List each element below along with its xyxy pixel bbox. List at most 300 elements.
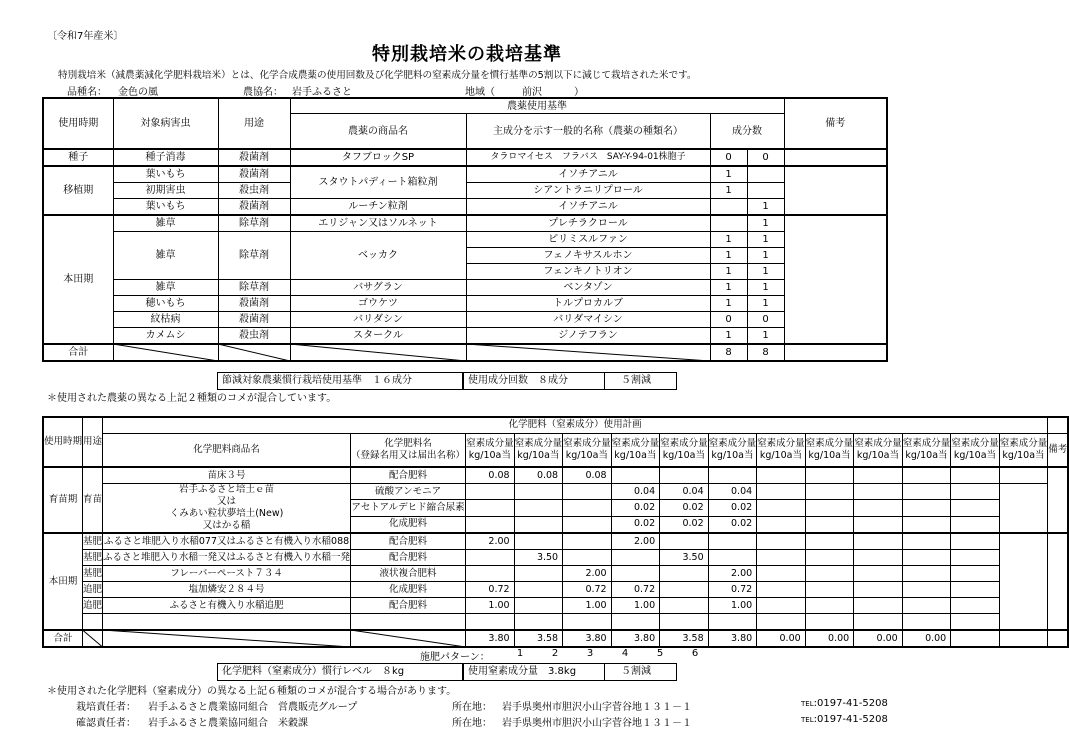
address-label: 所在地： — [452, 718, 492, 729]
nitrogen-value — [757, 500, 806, 516]
nitrogen-value — [951, 614, 1000, 631]
nitrogen-value — [563, 614, 612, 631]
nitrogen-value — [466, 614, 515, 631]
ingredient-cell: フェノキサスルホン — [466, 248, 710, 264]
pesticide-table — [42, 97, 888, 362]
f-col-product: 化学肥料商品名 — [103, 433, 351, 467]
pattern-number: 6 — [691, 648, 699, 659]
nitrogen-value — [951, 533, 1000, 550]
nitrogen-value — [514, 614, 563, 631]
ingredient-cell: プレチラクロール — [466, 215, 710, 232]
ingredient-cell: トルプロカルブ — [466, 296, 710, 312]
f-product-cell: フレーバーペースト７３４ — [103, 566, 351, 582]
notes-cell — [784, 215, 887, 344]
nitro-header — [805, 433, 854, 467]
nitrogen-value — [951, 516, 1000, 533]
nitrogen-value — [805, 516, 854, 533]
nitrogen-value: 0.04 — [611, 484, 660, 500]
table-row — [43, 614, 1068, 631]
table-row — [43, 199, 887, 216]
pesticide-reduction: ５割減 — [621, 375, 651, 386]
ingredient-cell: イソチアニル — [466, 199, 710, 216]
target-cell: 葉いもち — [113, 166, 218, 183]
fertilizer-reduction: ５割減 — [621, 666, 651, 677]
count-cell — [710, 199, 747, 216]
f-name-cell — [351, 614, 466, 631]
f-product-line: くみあい粒状夢培土(New) — [169, 508, 284, 519]
nitro-header-2: kg/10a当 — [759, 449, 802, 461]
f-name-cell: アセトアルデヒド縮合尿素 — [351, 500, 466, 516]
nitrogen-value — [951, 500, 1000, 516]
f-use-cell — [83, 614, 103, 631]
nitrogen-total: 3.58 — [660, 630, 709, 647]
nitrogen-value: 0.08 — [514, 467, 563, 484]
f-period-cell: 育苗期 — [43, 467, 83, 533]
nitrogen-value — [805, 614, 854, 631]
nitrogen-value: 0.72 — [611, 582, 660, 598]
count-cell: 1 — [747, 328, 784, 345]
nitrogen-value — [854, 516, 903, 533]
fertilizer-table — [42, 416, 1069, 648]
product-cell: バサグラン — [290, 280, 466, 296]
nitrogen-value — [514, 516, 563, 533]
nitrogen-value — [708, 614, 757, 631]
table-row — [43, 312, 887, 328]
f-name-cell: 化成肥料 — [351, 516, 466, 533]
total-count-2: 8 — [747, 344, 784, 361]
pattern-number: 2 — [551, 648, 559, 659]
count-cell: 1 — [710, 280, 747, 296]
col-count: 成分数 — [710, 114, 784, 150]
nitrogen-value — [902, 516, 951, 533]
f-name-cell: 配合肥料 — [351, 467, 466, 484]
nitrogen-value: 0.02 — [660, 516, 709, 533]
nitrogen-value: 3.50 — [660, 550, 709, 566]
nitrogen-value — [951, 484, 1000, 500]
nitro-header-1: 窒素成分量 — [757, 437, 805, 449]
nitro-header-1: 窒素成分量 — [563, 437, 611, 449]
nitrogen-value — [514, 582, 563, 598]
nitrogen-value — [563, 533, 612, 550]
target-cell: カメムシ — [113, 328, 218, 345]
f-col-period: 使用時期 — [43, 417, 83, 467]
nitrogen-value: 0.72 — [466, 582, 515, 598]
nitrogen-value — [757, 598, 806, 614]
product-cell: ルーチン粒剤 — [290, 199, 466, 216]
nitrogen-total: 3.80 — [563, 630, 612, 647]
count-cell — [710, 215, 747, 232]
table-row — [43, 215, 887, 232]
f-total-notes — [999, 630, 1048, 647]
ingredient-cell: フェンキノトリオン — [466, 264, 710, 280]
nitrogen-value — [902, 614, 951, 631]
page-title: 特別栽培米の栽培基準 — [372, 44, 562, 65]
count-cell: 0 — [710, 312, 747, 328]
f-use-cell: 育苗 — [83, 467, 103, 533]
f-name-cell: 配合肥料 — [351, 550, 466, 566]
nitrogen-value — [902, 500, 951, 516]
nitrogen-value — [611, 467, 660, 484]
nitrogen-value — [854, 614, 903, 631]
nitro-header-2: kg/10a当 — [856, 449, 900, 461]
responsible-2-value: 岩手ふるさと農業協同組合 米穀課 — [148, 718, 308, 729]
nitrogen-value: 0.02 — [660, 500, 709, 516]
nitrogen-value — [660, 533, 709, 550]
use-cell: 殺菌剤 — [218, 199, 290, 216]
col-period: 使用時期 — [43, 98, 113, 149]
nitrogen-value — [951, 550, 1000, 566]
nitrogen-value — [660, 582, 709, 598]
f-col-use: 用途 — [83, 417, 103, 467]
total-notes — [784, 344, 887, 361]
coop-value: 岩手ふるさと — [292, 87, 352, 98]
nitrogen-value — [854, 500, 903, 516]
nitrogen-total: 0.00 — [805, 630, 854, 647]
ingredient-cell: イソチアニル — [466, 166, 710, 183]
table-row — [43, 467, 1068, 484]
nitrogen-value — [466, 516, 515, 533]
table-row — [43, 598, 1068, 614]
coop-label: 農協名： — [243, 87, 283, 98]
nitro-header-2: kg/10a当 — [711, 449, 754, 461]
total-row — [43, 344, 887, 361]
nitrogen-value: 0.72 — [708, 582, 757, 598]
nitrogen-value — [805, 500, 854, 516]
nitro-header — [611, 433, 660, 467]
pattern-label: 施肥パターン： — [420, 652, 490, 663]
nitrogen-value — [660, 614, 709, 631]
nitro-header — [708, 433, 757, 467]
col-ingredient: 主成分を示す一般的名称（農薬の種類名） — [466, 114, 710, 150]
use-cell: 除草剤 — [218, 280, 290, 296]
description: 特別栽培米（減農薬減化学肥料栽培米）とは、化学合成農薬の使用回数及び化学肥料の窒素成分量を慣行基準の5割以下に減じて栽培された米です。 — [58, 70, 697, 81]
nitrogen-value: 2.00 — [563, 566, 612, 582]
nitro-header — [999, 433, 1048, 467]
target-cell: 穂いもち — [113, 296, 218, 312]
f-total-empty — [351, 630, 466, 647]
responsible-2-label: 確認責任者： — [76, 718, 136, 729]
product-cell: スタークル — [290, 328, 466, 345]
table-row — [43, 232, 887, 248]
nitrogen-value: 0.02 — [708, 516, 757, 533]
nitrogen-value — [514, 500, 563, 516]
use-cell: 除草剤 — [218, 215, 290, 232]
table-row — [43, 149, 887, 166]
nitrogen-value: 0.02 — [611, 516, 660, 533]
nitro-header — [563, 433, 612, 467]
f-col-name — [351, 433, 466, 467]
nitro-header-2: kg/10a当 — [808, 449, 851, 461]
pesticide-note: ＊使用された農薬の異なる上記２種類のコメが混合しています。 — [47, 393, 337, 404]
period-cell: 種子 — [43, 149, 113, 166]
period-cell: 移植期 — [43, 166, 113, 215]
nitrogen-total: 0.00 — [854, 630, 903, 647]
nitrogen-value — [757, 566, 806, 582]
nitrogen-total: 3.80 — [466, 630, 515, 647]
ingredient-cell: タラロマイセス フラバス SAY-Y-94-01株胞子 — [466, 149, 710, 166]
variety-value: 金色の風 — [118, 87, 158, 98]
pattern-number: 4 — [621, 648, 629, 659]
nitrogen-value — [514, 598, 563, 614]
year-label: 〔令和7年産米〕 — [47, 31, 124, 42]
product-cell: ゴウケツ — [290, 296, 466, 312]
f-total-empty — [103, 630, 351, 647]
tel-label: TEL — [801, 700, 814, 708]
nitrogen-value — [902, 533, 951, 550]
responsible-1-label: 栽培責任者： — [76, 702, 136, 713]
count-cell: 1 — [710, 183, 747, 199]
responsible-1-value: 岩手ふるさと農業協同組合 営農販売グループ — [148, 702, 358, 713]
nitro-header-2: kg/10a当 — [468, 449, 511, 461]
f-name-cell: 化成肥料 — [351, 582, 466, 598]
col-use: 用途 — [218, 98, 290, 149]
use-cell: 殺菌剤 — [218, 149, 290, 166]
nitrogen-value: 3.50 — [514, 550, 563, 566]
nitro-header-1: 窒素成分量 — [514, 437, 563, 449]
nitro-header-1: 窒素成分量 — [466, 437, 514, 449]
region-label: 地域（ — [465, 87, 495, 98]
nitrogen-value — [757, 516, 806, 533]
col-target: 対象病害虫 — [113, 98, 218, 149]
nitrogen-value — [854, 467, 903, 484]
nitrogen-value — [757, 533, 806, 550]
table-row — [43, 328, 887, 345]
nitrogen-value: 1.00 — [611, 598, 660, 614]
nitrogen-value — [514, 533, 563, 550]
nitrogen-value: 0.08 — [563, 467, 612, 484]
nitrogen-value — [708, 467, 757, 484]
fertilizer-used-box — [463, 663, 677, 681]
f-total-empty — [83, 630, 103, 647]
f-col-name-1: 化学肥料名 — [384, 437, 432, 449]
total-empty — [290, 344, 466, 361]
f-product-line: 又はかる稲 — [202, 520, 251, 531]
nitrogen-value — [902, 566, 951, 582]
nitro-header-2: kg/10a当 — [905, 449, 948, 461]
nitrogen-value — [951, 582, 1000, 598]
address-value: 岩手県奥州市胆沢小山字菅谷地１３１－１ — [502, 718, 692, 729]
fertilizer-note: ＊使用された化学肥料（窒素成分）の異なる上記６種類のコメが混合する場合があります。 — [47, 686, 457, 697]
count-cell: 0 — [747, 149, 784, 166]
product-cell: バリダシン — [290, 312, 466, 328]
count-cell: 0 — [710, 149, 747, 166]
f-notes-cell — [999, 533, 1048, 630]
table-row — [43, 484, 1068, 500]
nitrogen-value — [805, 598, 854, 614]
fertilizer-used: 使用窒素成分量 3.8kg — [464, 664, 605, 680]
col-group-header: 農薬使用基準 — [290, 98, 784, 114]
tel-value: :0197-41-5208 — [813, 714, 888, 725]
nitro-header-2: kg/10a当 — [662, 449, 705, 461]
nitro-header — [466, 433, 515, 467]
target-cell: 雑草 — [113, 215, 218, 232]
f-name-cell: 配合肥料 — [351, 598, 466, 614]
f-name-cell: 配合肥料 — [351, 533, 466, 550]
nitrogen-value — [805, 533, 854, 550]
ingredient-cell: ジノテフラン — [466, 328, 710, 345]
f-product-cell: 苗床３号 — [103, 467, 351, 484]
nitrogen-value — [854, 598, 903, 614]
nitrogen-value — [466, 550, 515, 566]
nitrogen-value — [514, 566, 563, 582]
region-value: 前沢 — [522, 87, 542, 98]
f-col-group-header: 化学肥料（窒素成分）使用計画 — [103, 417, 1048, 433]
nitrogen-value — [563, 500, 612, 516]
nitrogen-total: 0.00 — [757, 630, 806, 647]
nitrogen-value: 1.00 — [466, 598, 515, 614]
nitrogen-value — [660, 566, 709, 582]
nitrogen-value: 2.00 — [611, 533, 660, 550]
nitrogen-value — [757, 550, 806, 566]
nitrogen-value — [611, 614, 660, 631]
target-cell: 葉いもち — [113, 199, 218, 216]
f-use-cell: 追肥 — [83, 582, 103, 598]
count-cell: 1 — [710, 248, 747, 264]
count-cell: 1 — [710, 264, 747, 280]
nitrogen-value: 0.02 — [708, 500, 757, 516]
nitrogen-value — [563, 550, 612, 566]
table-row — [43, 280, 887, 296]
target-cell: 種子消毒 — [113, 149, 218, 166]
table-row — [43, 550, 1068, 566]
notes-cell — [784, 149, 887, 166]
nitrogen-value — [854, 550, 903, 566]
address-value: 岩手県奥州市胆沢小山字菅谷地１３１－１ — [502, 702, 692, 713]
product-cell: ベッカク — [290, 232, 466, 280]
tel-label: TEL — [801, 716, 814, 724]
nitro-header — [660, 433, 709, 467]
pesticide-used-box — [463, 372, 677, 390]
nitrogen-value: 0.04 — [660, 484, 709, 500]
nitrogen-value — [466, 566, 515, 582]
nitrogen-value — [708, 550, 757, 566]
nitro-header-1: 窒素成分量 — [854, 437, 902, 449]
pattern-number: 5 — [656, 648, 664, 659]
nitro-header — [514, 433, 563, 467]
nitrogen-value: 0.04 — [708, 484, 757, 500]
f-use-cell: 基肥 — [83, 533, 103, 550]
count-cell: 1 — [710, 328, 747, 345]
col-product: 農薬の商品名 — [290, 114, 466, 150]
pattern-number: 3 — [586, 648, 594, 659]
target-cell: 紋枯病 — [113, 312, 218, 328]
use-cell: 除草剤 — [218, 232, 290, 280]
nitrogen-value: 1.00 — [563, 598, 612, 614]
nitrogen-value — [854, 484, 903, 500]
nitrogen-value: 2.00 — [708, 566, 757, 582]
nitrogen-value — [902, 598, 951, 614]
ingredient-cell: ベンタゾン — [466, 280, 710, 296]
f-product-cell: 塩加燐安２８４号 — [103, 582, 351, 598]
nitro-header-2: kg/10a当 — [614, 449, 657, 461]
total-row — [43, 630, 1068, 647]
nitro-header — [902, 433, 951, 467]
count-cell: 1 — [747, 264, 784, 280]
nitrogen-value — [563, 484, 612, 500]
f-notes-cell — [999, 467, 1048, 484]
ingredient-cell: シアントラニリプロール — [466, 183, 710, 199]
nitrogen-value: 2.00 — [466, 533, 515, 550]
nitrogen-value — [951, 467, 1000, 484]
nitrogen-value — [951, 598, 1000, 614]
f-total-label: 合計 — [43, 630, 83, 647]
nitrogen-value — [757, 467, 806, 484]
fertilizer-standard: 化学肥料（窒素成分）慣行レベル ８kg — [222, 666, 405, 677]
count-cell: 1 — [747, 296, 784, 312]
nitrogen-value — [514, 484, 563, 500]
total-empty — [113, 344, 218, 361]
nitrogen-value — [854, 582, 903, 598]
count-cell: 1 — [747, 248, 784, 264]
f-use-cell: 追肥 — [83, 598, 103, 614]
table-row — [43, 166, 887, 183]
product-cell: エリジャン又はソルネット — [290, 215, 466, 232]
nitro-header-2: kg/10a当 — [1002, 449, 1045, 461]
f-use-cell: 基肥 — [83, 566, 103, 582]
f-product-line: 岩手ふるさと培土ｅ苗 — [179, 484, 275, 495]
f-product-cell: ふるさと堆肥入り水稲077又はふるさと有機入り水稲088 — [103, 533, 351, 550]
count-cell: 1 — [710, 232, 747, 248]
f-product-cell: ふるさと堆肥入り水稲一発又はふるさと有機入り水稲一発 — [103, 550, 351, 566]
nitrogen-value: 1.00 — [708, 598, 757, 614]
pesticide-standard: 節減対象農薬慣行栽培使用基準 １６成分 — [222, 375, 412, 386]
f-col-notes: 備考 — [1048, 433, 1069, 467]
tel-1 — [801, 698, 888, 709]
pesticide-standard-box — [217, 372, 463, 390]
nitro-header-1: 窒素成分量 — [708, 437, 757, 449]
nitro-header-1: 窒素成分量 — [805, 437, 854, 449]
nitrogen-value: 0.02 — [611, 500, 660, 516]
nitrogen-value — [805, 484, 854, 500]
total-label: 合計 — [43, 344, 113, 361]
use-cell: 殺虫剤 — [218, 183, 290, 199]
use-cell: 殺虫剤 — [218, 328, 290, 345]
target-cell: 雑草 — [113, 280, 218, 296]
target-cell: 初期害虫 — [113, 183, 218, 199]
nitrogen-value — [805, 550, 854, 566]
table-row — [43, 533, 1068, 550]
nitro-header-2: kg/10a当 — [953, 449, 997, 461]
nitrogen-value — [902, 484, 951, 500]
nitrogen-value — [805, 467, 854, 484]
nitrogen-total — [951, 630, 1000, 647]
notes-cell — [784, 166, 887, 215]
f-period-cell: 本田期 — [43, 533, 83, 630]
nitro-header-2: kg/10a当 — [517, 449, 560, 461]
nitrogen-value — [466, 500, 515, 516]
use-cell: 殺菌剤 — [218, 312, 290, 328]
nitrogen-value — [563, 516, 612, 533]
product-cell: スタウトパディート箱粒剤 — [290, 166, 466, 199]
ingredient-cell: ピリミスルファン — [466, 232, 710, 248]
nitrogen-value — [611, 566, 660, 582]
ingredient-cell: バリダマイシン — [466, 312, 710, 328]
nitrogen-total: 3.80 — [708, 630, 757, 647]
nitro-header — [951, 433, 1000, 467]
f-product-line: 又は — [217, 496, 237, 507]
nitrogen-value — [951, 566, 1000, 582]
nitrogen-value — [708, 533, 757, 550]
nitrogen-value — [902, 582, 951, 598]
table-row — [43, 582, 1068, 598]
nitrogen-value: 0.72 — [563, 582, 612, 598]
count-cell — [747, 183, 784, 199]
f-notes-cell — [999, 484, 1048, 534]
table-row — [43, 566, 1068, 582]
use-cell: 殺菌剤 — [218, 166, 290, 183]
count-cell: 1 — [747, 199, 784, 216]
variety-label: 品種名： — [67, 87, 107, 98]
